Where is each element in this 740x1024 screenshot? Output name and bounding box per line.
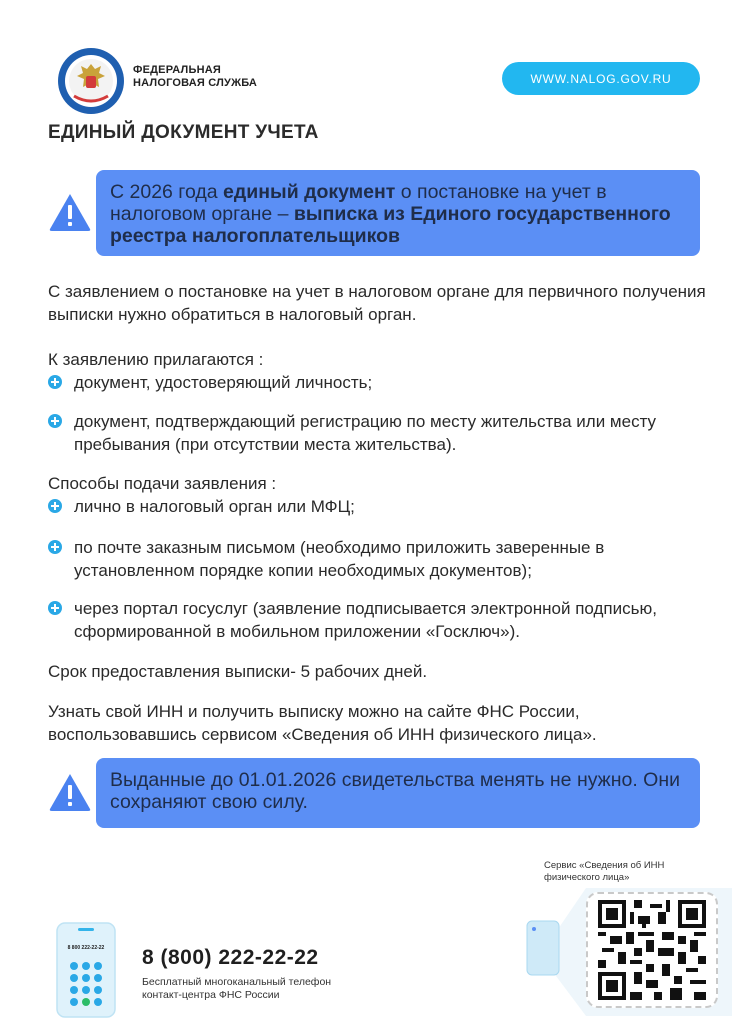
- plus-bullet-icon: [48, 499, 62, 513]
- warning-triangle-icon: [48, 772, 92, 812]
- list-item: документ, удостоверяющий личность;: [48, 371, 728, 394]
- phone-screen-number: 8 800 222-22-22: [67, 945, 105, 951]
- page-title: ЕДИНЫЙ ДОКУМЕНТ УЧЕТА: [48, 122, 319, 143]
- methods-heading: Способы подачи заявления :: [48, 474, 277, 493]
- qr-caption: Сервис «Сведения об ИНН физического лица»: [544, 860, 665, 883]
- inn-info-paragraph: Узнать свой ИНН и получить выписку можно на сайте ФНС России, воспользовавшись сервисом «Сведения об ИНН физического лица».: [48, 702, 597, 744]
- list-item: лично в налоговый орган или МФЦ;: [48, 495, 728, 518]
- intro-paragraph: С заявлением о постановке на учет в налоговом органе для первичного получения выписки нужно обратиться в налоговый орган.: [48, 282, 706, 324]
- phone-icon: [56, 922, 116, 1018]
- attachments-heading: К заявлению прилагаются :: [48, 350, 264, 369]
- list-item: документ, подтверждающий регистрацию по месту жительства или месту пребывания (при отсутствии места жительства).: [48, 410, 728, 456]
- list-item: через портал госуслуг (заявление подписывается электронной подписью, сформированной в мобильном приложении «Госключ»).: [48, 597, 728, 643]
- callout-certificates-valid: Выданные до 01.01.2026 свидетельства менять не нужно. Они сохраняют свою силу.: [96, 758, 700, 828]
- plus-bullet-icon: [48, 601, 62, 615]
- scanner-phone-icon: [526, 920, 560, 976]
- hotline-description: Бесплатный многоканальный телефон контакт-центра ФНС России: [142, 976, 332, 1001]
- callout-unified-document: С 2026 года единый документ о постановке на учет в налоговом органе – выписка из Единого государственного реестра налогоплательщиков: [96, 170, 700, 256]
- qr-code-icon[interactable]: [598, 900, 706, 1000]
- fns-emblem-icon: [56, 46, 126, 116]
- term-paragraph: Срок предоставления выписки- 5 рабочих дней.: [48, 662, 428, 681]
- list-item: по почте заказным письмом (необходимо приложить заверенные в установленном порядке копии необходимых документов);: [48, 536, 728, 582]
- plus-bullet-icon: [48, 375, 62, 389]
- hotline-number[interactable]: 8 (800) 222-22-22: [142, 946, 319, 969]
- plus-bullet-icon: [48, 414, 62, 428]
- org-name: ФЕДЕРАЛЬНАЯ НАЛОГОВАЯ СЛУЖБА: [133, 64, 258, 89]
- website-link[interactable]: WWW.NALOG.GOV.RU: [502, 62, 700, 95]
- plus-bullet-icon: [48, 540, 62, 554]
- warning-triangle-icon: [48, 192, 92, 232]
